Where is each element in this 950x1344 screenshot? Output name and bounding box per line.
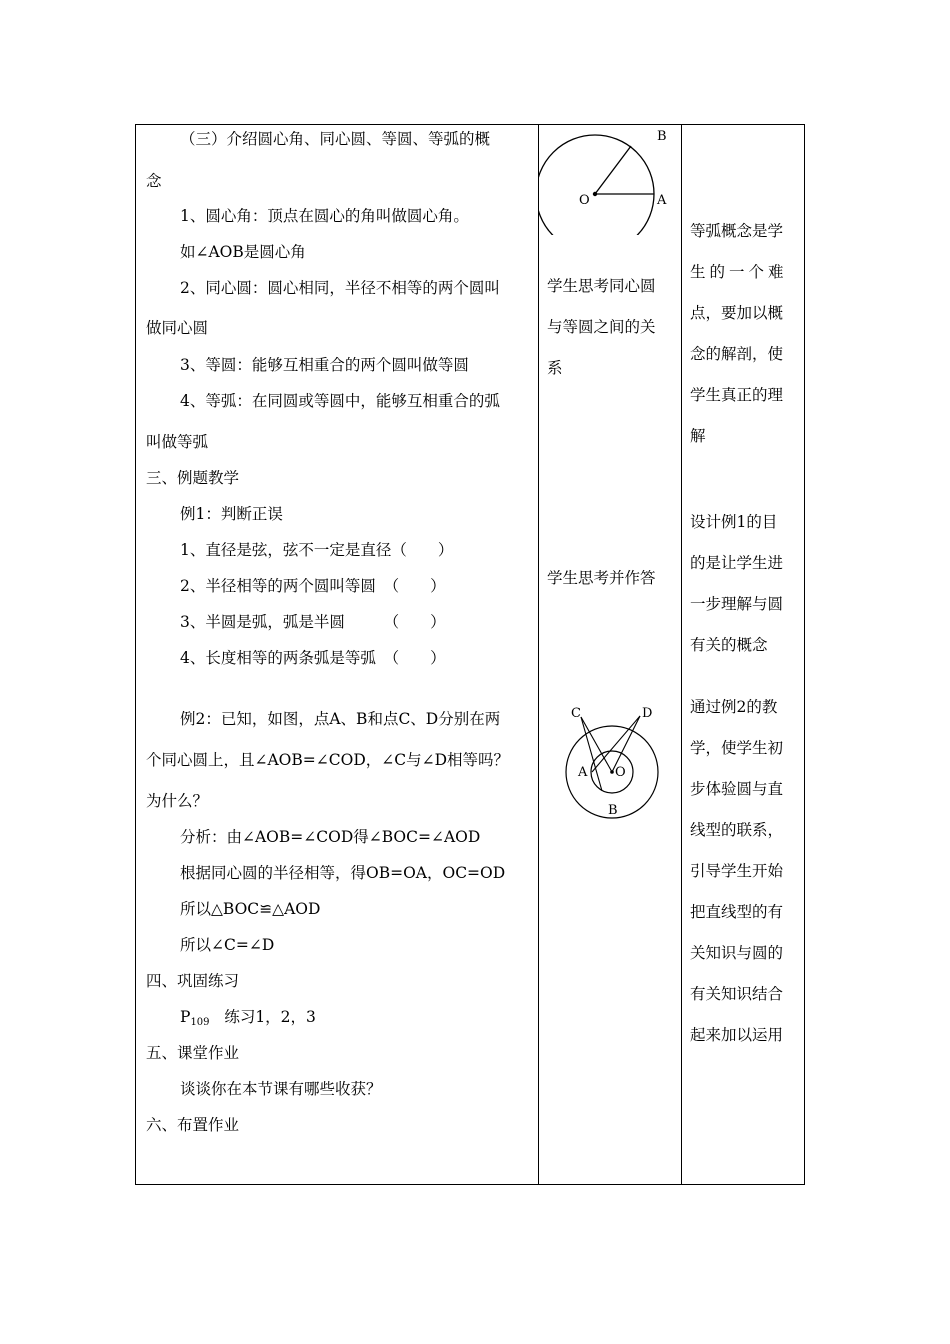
- text-line: 分析：由∠AOB=∠COD得∠BOC=∠AOD: [180, 828, 481, 846]
- text-line: 所以△BOC≌△AOD: [180, 900, 321, 918]
- note-text: 有关的概念: [690, 636, 768, 654]
- text-line: 1、圆心角：顶点在圆心的角叫做圆心角。: [180, 207, 469, 225]
- point-label: C: [571, 706, 581, 721]
- note-text: 通过例2的教: [690, 698, 778, 716]
- section-heading: 六、布置作业: [146, 1116, 240, 1134]
- text-line: 3、半圆是弧，弧是半圆 （ ）: [180, 613, 446, 631]
- text-line: 根据同心圆的半径相等，得OB=OA，OC=OD: [180, 864, 506, 882]
- column-divider: [538, 125, 539, 1184]
- note-text: 点，要加以概: [690, 304, 784, 322]
- concentric-circles-figure: [539, 697, 681, 827]
- central-angle-figure: [539, 125, 681, 235]
- note-text: 解: [690, 427, 706, 445]
- lesson-table: [135, 124, 805, 1185]
- point-label: B: [657, 129, 667, 144]
- page-ref: P: [180, 1008, 191, 1026]
- text-line: 4、等弧：在同圆或等圆中，能够互相重合的弧: [180, 392, 500, 410]
- note-text: 等弧概念是学: [690, 222, 784, 240]
- point-label: D: [642, 706, 653, 721]
- point-label: A: [578, 765, 588, 780]
- text-line: [180, 1007, 316, 1033]
- note-text: 生的一个难: [690, 263, 788, 281]
- text-line: 2、半径相等的两个圆叫等圆 （ ）: [180, 577, 446, 595]
- note-text: 步体验圆与直: [690, 780, 784, 798]
- section-heading: 四、巩固练习: [146, 972, 240, 990]
- section-heading: 五、课堂作业: [146, 1044, 240, 1062]
- text-line: 3、等圆：能够互相重合的两个圆叫做等圆: [180, 356, 469, 374]
- activity-text: 学生思考同心圆: [547, 277, 656, 295]
- note-text: 线型的联系，: [690, 821, 784, 839]
- activity-text: 学生思考并作答: [547, 569, 656, 587]
- text-line: 1、直径是弦，弦不一定是直径（ ）: [180, 541, 454, 559]
- text-line: 叫做等弧: [146, 433, 209, 451]
- note-text: 学生真正的理: [690, 386, 784, 404]
- text-line: 谈谈你在本节课有哪些收获？: [180, 1080, 382, 1098]
- text-line: 念: [146, 172, 162, 190]
- point-label: O: [615, 765, 626, 780]
- text-line: 例2：已知，如图，点A、B和点C、D分别在两: [180, 710, 501, 728]
- text-line: 为什么？: [146, 792, 209, 810]
- point-label: O: [579, 193, 590, 208]
- note-text: 设计例1的目: [690, 513, 778, 531]
- text-line: 所以∠C=∠D: [180, 936, 275, 954]
- note-text: 起来加以运用: [690, 1026, 784, 1044]
- note-text: 引导学生开始: [690, 862, 784, 880]
- note-text: 关知识与圆的: [690, 944, 784, 962]
- point-label: A: [657, 193, 667, 208]
- note-text: 有关知识结合: [690, 985, 784, 1003]
- text-line: 例1：判断正误: [180, 505, 283, 523]
- point-label: B: [608, 803, 618, 818]
- section-heading: 三、例题教学: [146, 469, 240, 487]
- note-text: 一步理解与圆: [690, 595, 784, 613]
- text-line: 个同心圆上，且∠AOB=∠COD，∠C与∠D相等吗？: [146, 751, 510, 769]
- text-line: 2、同心圆：圆心相同，半径不相等的两个圆叫: [180, 279, 500, 297]
- note-text: 的是让学生进: [690, 554, 784, 572]
- activity-text: 系: [547, 359, 563, 377]
- column-divider: [681, 125, 682, 1184]
- activity-text: 与等圆之间的关: [547, 318, 656, 336]
- text-line: 4、长度相等的两条弧是等弧 （ ）: [180, 649, 446, 667]
- text-line: 如∠AOB是圆心角: [180, 243, 306, 261]
- note-text: 学，使学生初: [690, 739, 784, 757]
- page-ref-number: 109: [190, 1017, 210, 1028]
- note-text: 念的解剖，使: [690, 345, 784, 363]
- text-line: 做同心圆: [146, 319, 209, 337]
- section-heading: （三）介绍圆心角、同心圆、等圆、等弧的概: [180, 130, 491, 148]
- note-text: 把直线型的有: [690, 903, 784, 921]
- exercise-text: 练习1，2，3: [224, 1008, 316, 1026]
